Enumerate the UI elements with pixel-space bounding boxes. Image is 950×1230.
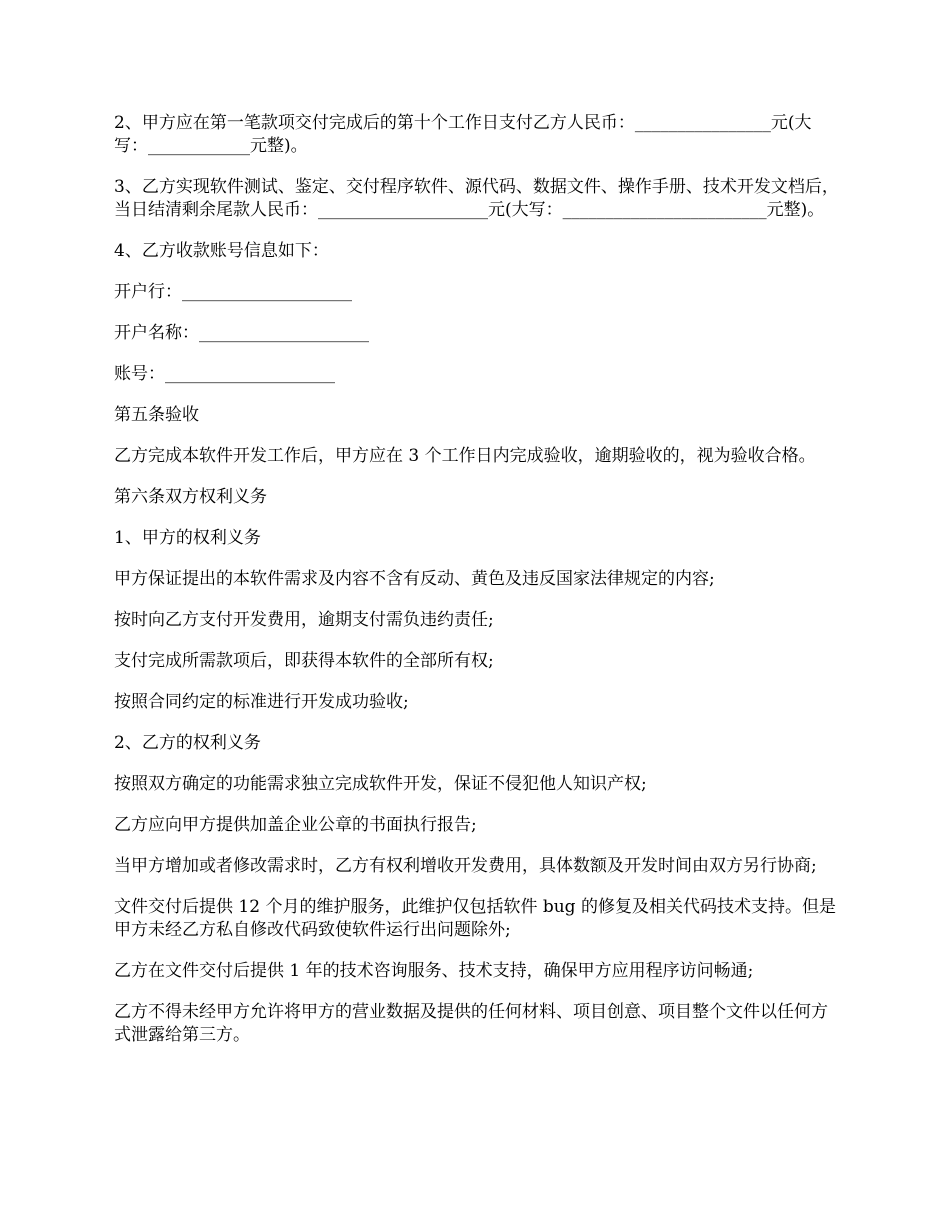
party-b-item: 乙方应向甲方提供加盖企业公章的书面执行报告; <box>114 815 477 835</box>
party-a-heading: 1、甲方的权利义务 <box>114 528 261 548</box>
account-name-line: 开户名称：____________________ <box>114 323 369 343</box>
acceptance-clause: 乙方完成本软件开发工作后，甲方应在 3 个工作日内完成验收，逾期验收的，视为验收合格。 <box>114 446 816 466</box>
party-b-item: 乙方不得未经甲方允许将甲方的营业数据及提供的任何材料、项目创意、项目整个文件以任何方式泄露给第三方。 <box>114 1002 828 1045</box>
payment-clause-2: 2、甲方应在第一笔款项交付完成后的第十个工作日支付乙方人民币：________________元(大写：____________元整)。 <box>114 113 812 156</box>
party-b-heading: 2、乙方的权利义务 <box>114 733 261 753</box>
party-a-item: 支付完成所需款项后，即获得本软件的全部所有权; <box>114 651 494 671</box>
payment-clause-3: 3、乙方实现软件测试、鉴定、交付程序软件、源代码、数据文件、操作手册、技术开发文档后，当日结清剩余尾款人民币：____________________元(大写：________________________元整)。 <box>114 177 839 220</box>
account-number-line: 账号：____________________ <box>114 364 335 384</box>
party-b-item: 文件交付后提供 12 个月的维护服务，此维护仅包括软件 bug 的修复及相关代码技术支持。但是甲方未经乙方私自修改代码致使软件运行出问题除外; <box>114 897 836 940</box>
account-info-heading: 4、乙方收款账号信息如下： <box>114 241 329 261</box>
party-a-item: 按时向乙方支付开发费用，逾期支付需负违约责任; <box>114 610 494 630</box>
party-b-item: 按照双方确定的功能需求独立完成软件开发，保证不侵犯他人知识产权; <box>114 774 647 794</box>
article-6-heading: 第六条双方权利义务 <box>114 487 267 507</box>
article-5-heading: 第五条验收 <box>114 405 199 425</box>
party-b-item: 当甲方增加或者修改需求时，乙方有权利增收开发费用，具体数额及开发时间由双方另行协商; <box>114 856 817 876</box>
party-a-item: 甲方保证提出的本软件需求及内容不含有反动、黄色及违反国家法律规定的内容; <box>114 569 715 589</box>
party-a-item: 按照合同约定的标准进行开发成功验收; <box>114 692 409 712</box>
party-b-item: 乙方在文件交付后提供 1 年的技术咨询服务、技术支持，确保甲方应用程序访问畅通; <box>114 961 754 981</box>
bank-name-line: 开户行：____________________ <box>114 282 352 302</box>
